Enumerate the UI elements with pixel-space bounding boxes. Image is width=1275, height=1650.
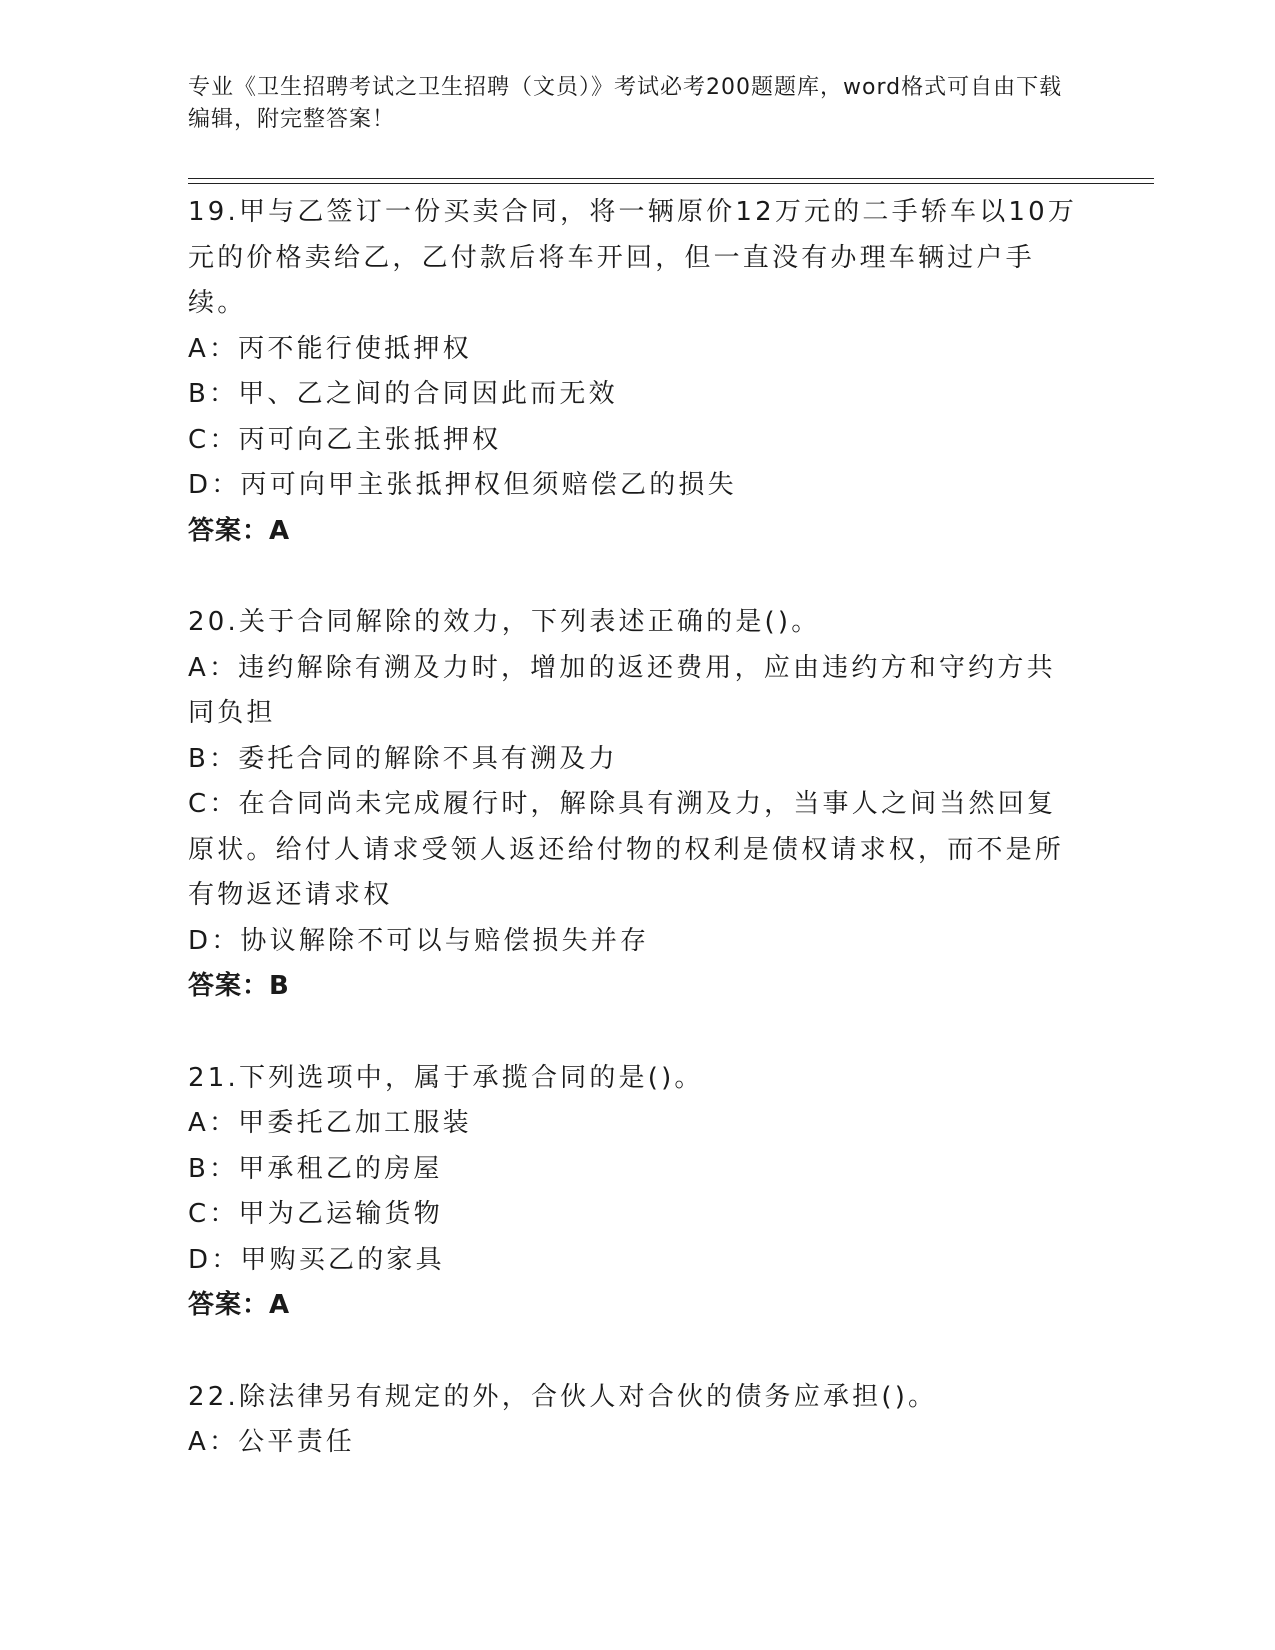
question-stem: 22.除法律另有规定的外，合伙人对合伙的债务应承担()。 — [188, 1381, 938, 1412]
option-c: C：甲为乙运输货物 — [188, 1199, 443, 1229]
option-b: B：委托合同的解除不具有溯及力 — [188, 743, 618, 774]
document-title: 专业《卫生招聘考试之卫生招聘（文员）》考试必考200题题库，word格式可自由下载编辑，附完整答案！ — [188, 75, 1063, 132]
answer-label: 答案：B — [188, 971, 290, 1001]
option-c: C：丙可向乙主张抵押权 — [188, 424, 502, 455]
option-b: B：甲、乙之间的合同因此而无效 — [188, 379, 618, 409]
option-a: A：违约解除有溯及力时，增加的返还费用，应由违约方和守约方共同负担 — [188, 652, 1056, 728]
question-21 — [188, 1056, 1078, 1329]
option-c: C：在合同尚未完成履行时，解除具有溯及力，当事人之间当然回复原状。给付人请求受领人返还给付物的权利是债权请求权，而不是所有物返还请求权 — [188, 789, 1065, 910]
option-b: B：甲承租乙的房屋 — [188, 1153, 443, 1184]
question-stem: 21.下列选项中，属于承揽合同的是()。 — [188, 1062, 704, 1093]
option-a: A：甲委托乙加工服装 — [188, 1108, 472, 1138]
question-19 — [188, 190, 1078, 554]
option-d: D：甲购买乙的家具 — [188, 1244, 445, 1275]
question-20 — [188, 600, 1078, 1010]
question-stem: 20.关于合同解除的效力，下列表述正确的是()。 — [188, 607, 821, 637]
question-22 — [188, 1375, 1078, 1466]
header-divider-top — [188, 178, 1154, 179]
header-divider-bottom — [188, 183, 1154, 184]
option-a: A：丙不能行使抵押权 — [188, 333, 472, 364]
answer-label: 答案：A — [188, 1290, 291, 1320]
option-d: D：丙可向甲主张抵押权但须赔偿乙的损失 — [188, 470, 737, 500]
answer-label: 答案：A — [188, 515, 291, 546]
question-list — [188, 190, 1078, 1512]
document-header — [188, 72, 1068, 136]
option-a: A：公平责任 — [188, 1427, 355, 1457]
question-stem: 19.甲与乙签订一份买卖合同，将一辆原价12万元的二手轿车以10万元的价格卖给乙，乙付款后将车开回，但一直没有办理车辆过户手续。 — [188, 197, 1078, 318]
option-d: D：协议解除不可以与赔偿损失并存 — [188, 925, 650, 956]
